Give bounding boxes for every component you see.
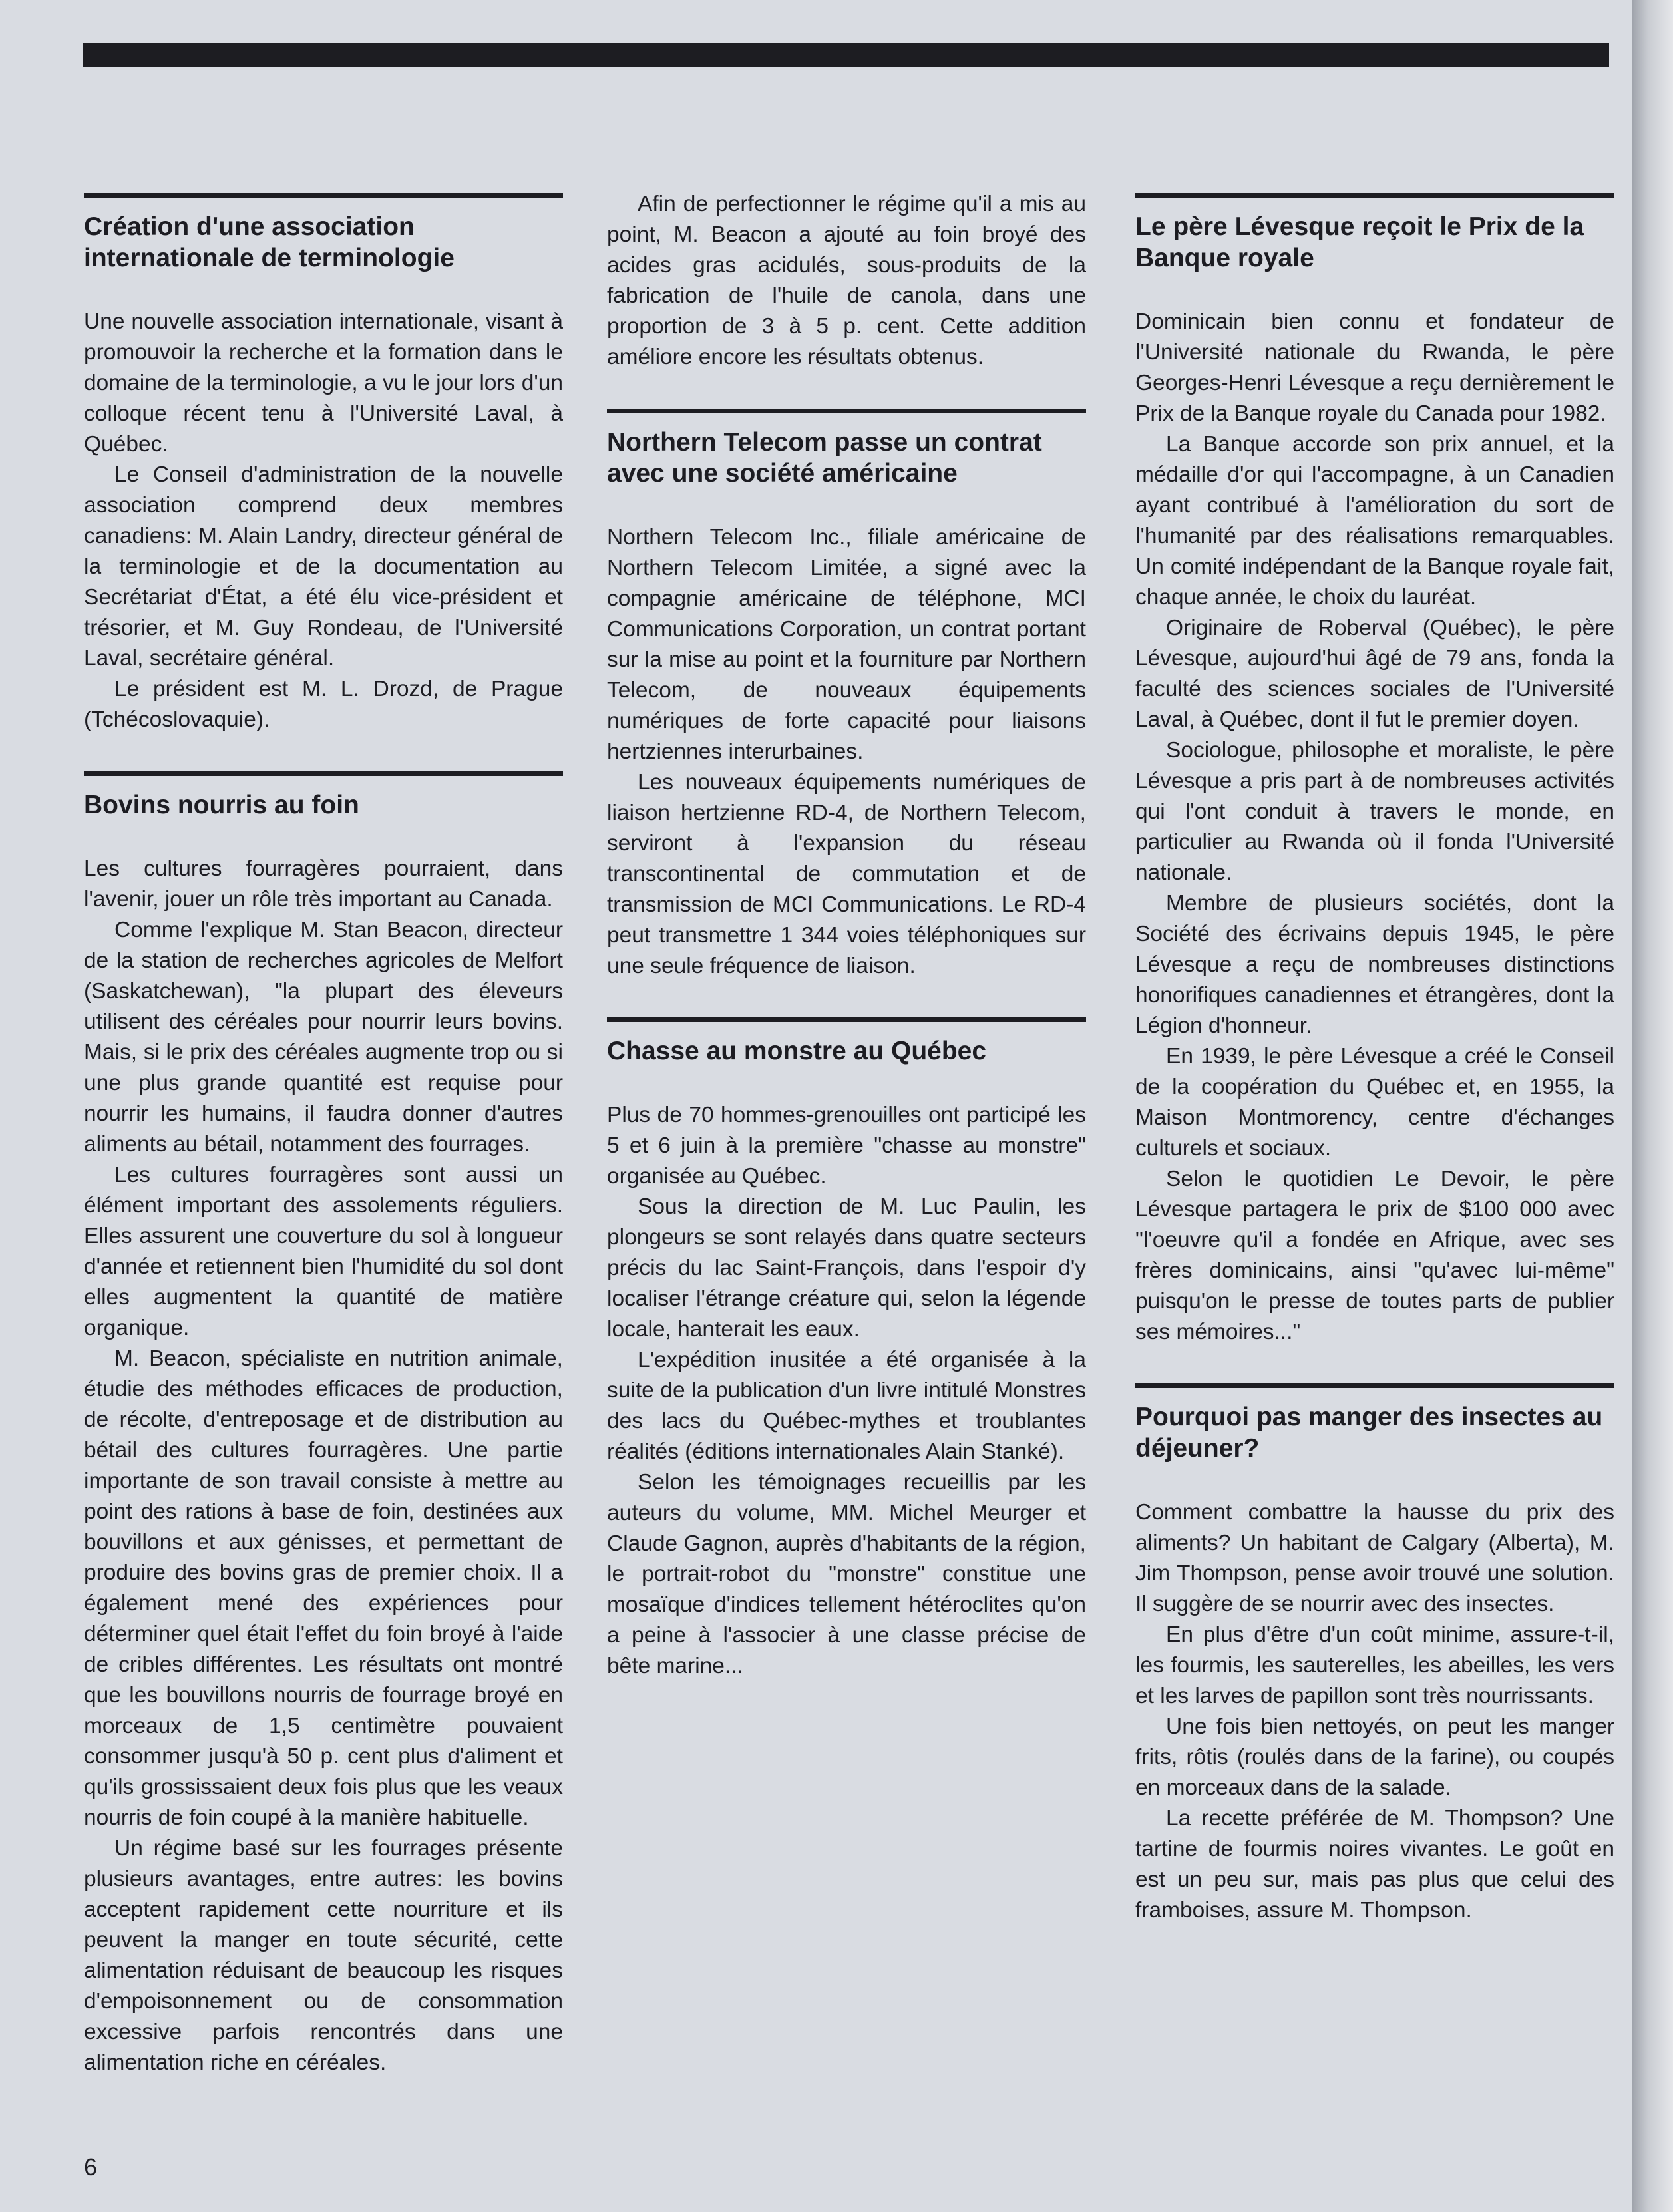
article-pere-levesque — [1135, 193, 1614, 1348]
article-rule — [607, 1017, 1086, 1022]
article-headline: Northern Telecom passe un contrat avec une société américaine — [607, 428, 1042, 488]
article-headline: Création d'une association internationale de terminologie — [84, 212, 455, 272]
article-headline: Chasse au monstre au Québec — [607, 1037, 987, 1065]
paragraph: Selon les témoignages recueillis par les auteurs du volume, MM. Michel Meurger et Claude Gagnon, auprès d'habitants de la région, le portrait-robot du "monstre" constitue une mosaïque d'indices tellement hétéroclites qu'on a peine à l'associer à une classe précise de bête marine... — [607, 1470, 1086, 1678]
paragraph: Sociologue, philosophe et moraliste, le père Lévesque a pris part à de nombreuses activités qui l'ont conduit à travers le monde, en particulier au Rwanda où il fonda l'Université nationale. — [1135, 738, 1614, 885]
paragraph: Un régime basé sur les fourrages présente plusieurs avantages, entre autres: les bovins acceptent rapidement cette nourriture et ils peuvent la manger en toute sécurité, cette alimentation réduisant de beaucoup les risques d'empoisonnement ou de consommation excessive parfois rencontrés dans une alimentation riche en céréales. — [84, 1836, 563, 2075]
paragraph: Une fois bien nettoyés, on peut les manger frits, rôtis (roulés dans de la farine), ou coupés en morceaux dans de la salade. — [1135, 1714, 1614, 1800]
paragraph: Originaire de Roberval (Québec), le père Lévesque, aujourd'hui âgé de 79 ans, fonda la faculté des sciences sociales de l'Université Laval, à Québec, dont il fut le premier doyen. — [1135, 616, 1614, 732]
column-2 — [607, 189, 1086, 1718]
article-body — [84, 307, 563, 735]
article-bovins — [84, 771, 563, 2078]
paragraph: Les cultures fourragères pourraient, dans l'avenir, jouer un rôle très important au Canada. — [84, 856, 563, 912]
article-rule — [84, 193, 563, 198]
article-rule — [607, 409, 1086, 413]
article-bovins-continued — [607, 189, 1086, 373]
paragraph: M. Beacon, spécialiste en nutrition animale, étudie des méthodes efficaces de production, de récolte, d'entreposage et de distribution au bétail des cultures fourragères. Une partie importante de son travail consiste à mettre au point des rations à base de foin, destinées aux bouvillons et aux génisses, et permettant de produire des bovins gras de premier choix. Il a également mené des expériences pour déterminer quel était l'effet du foin broyé à l'aide de cribles différentes. Les résultats ont montré que les bouvillons nourris de fourrage broyé en morceaux de 1,5 centimètre pouvaient consommer jusqu'à 50 p. cent plus d'aliment et qu'ils grossissaient deux fois plus que les veaux nourris de foin coupé à la manière habituelle. — [84, 1346, 563, 1830]
article-body — [607, 189, 1086, 373]
column-3 — [1135, 193, 1614, 1962]
paragraph: En plus d'être d'un coût minime, assure-t-il, les fourmis, les sauterelles, les abeilles, les vers et les larves de papillon sont très nourrissants. — [1135, 1622, 1614, 1708]
paragraph: En 1939, le père Lévesque a créé le Conseil de la coopération du Québec et, en 1955, la Maison Montmorency, centre d'échanges culturels et sociaux. — [1135, 1044, 1614, 1161]
article-body — [1135, 307, 1614, 1348]
article-rule — [84, 771, 563, 776]
paragraph: La Banque accorde son prix annuel, et la médaille d'or qui l'accompagne, à un Canadien ayant contribué à l'amélioration du sort de l'humanité par des réalisations remarquables. Un comité indépendant de la Banque royale fait, chaque année, le choix du lauréat. — [1135, 432, 1614, 610]
paragraph: Le Conseil d'administration de la nouvelle association comprend deux membres canadiens: M. Alain Landry, directeur général de la terminologie et de la documentation au Secrétariat d'État, a été élu vice-président et trésorier, et M. Guy Rondeau, de l'Université Laval, secrétaire général. — [84, 462, 563, 671]
article-rule — [1135, 1383, 1614, 1388]
paragraph: Dominicain bien connu et fondateur de l'Université nationale du Rwanda, le père Georges-Henri Lévesque a reçu dernièrement le Prix de la Banque royale du Canada pour 1982. — [1135, 309, 1614, 426]
article-body — [1135, 1497, 1614, 1926]
paragraph: Les nouveaux équipements numériques de liaison hertzienne RD-4, de Northern Telecom, serviront à l'expansion du réseau transcontinental de commutation et de transmission de MCI Communications. Le RD-4 peut transmettre 1 344 voies téléphoniques sur une seule fréquence de liaison. — [607, 770, 1086, 978]
paragraph: Le président est M. L. Drozd, de Prague (Tchécoslovaquie). — [84, 677, 563, 732]
paragraph: Comme l'explique M. Stan Beacon, directeur de la station de recherches agricoles de Melfort (Saskatchewan), "la plupart des éleveurs utilisent des céréales pour nourrir leurs bovins. Mais, si le prix des céréales augmente trop ou si une plus grande quantité est requise pour nourrir les humains, il faudra donner d'autres aliments au bétail, notamment des fourrages. — [84, 918, 563, 1157]
article-body — [607, 1100, 1086, 1682]
header-rule — [83, 43, 1609, 67]
article-rule — [1135, 193, 1614, 198]
page-edge-shadow — [1632, 0, 1673, 2212]
paragraph: Sous la direction de M. Luc Paulin, les plongeurs se sont relayés dans quatre secteurs précis du lac Saint-François, dans l'espoir d'y localiser l'étrange créature qui, selon la légende locale, hanterait les eaux. — [607, 1195, 1086, 1342]
article-headline: Bovins nourris au foin — [84, 791, 359, 819]
page-number: 6 — [84, 2153, 98, 2181]
paragraph: L'expédition inusitée a été organisée à la suite de la publication d'un livre intitulé Monstres des lacs du Québec-mythes et troublantes réalités (éditions internationales Alain Stanké). — [607, 1348, 1086, 1464]
article-insectes — [1135, 1383, 1614, 1926]
paragraph: Comment combattre la hausse du prix des aliments? Un habitant de Calgary (Alberta), M. Jim Thompson, pense avoir trouvé une solution. Il suggère de se nourrir avec des insectes. — [1135, 1500, 1614, 1616]
article-terminology — [84, 193, 563, 735]
article-headline: Pourquoi pas manger des insectes au déjeuner? — [1135, 1403, 1603, 1463]
paragraph: Les cultures fourragères sont aussi un élément important des assolements réguliers. Elles assurent une couverture du sol à longueur d'année et retiennent bien l'humidité du sol dont elles augmentent la quantité de matière organique. — [84, 1163, 563, 1340]
paragraph: Une nouvelle association internationale, visant à promouvoir la recherche et la formation dans le domaine de la terminologie, a vu le jour lors d'un colloque récent tenu à l'Université Laval, à Québec. — [84, 309, 563, 457]
paragraph: Membre de plusieurs sociétés, dont la Société des écrivains depuis 1945, le père Lévesque a reçu de nombreuses distinctions honorifiques canadiennes et étrangères, dont la Légion d'honneur. — [1135, 891, 1614, 1038]
article-northern-telecom — [607, 409, 1086, 982]
paragraph: Northern Telecom Inc., filiale américaine de Northern Telecom Limitée, a signé avec la compagnie américaine de téléphone, MCI Communications Corporation, un contrat portant sur la mise au point et la fourniture par Northern Telecom, de nouveaux équipements numériques de forte capacité pour liaisons hertziennes interurbaines. — [607, 525, 1086, 764]
paragraph: Plus de 70 hommes-grenouilles ont participé les 5 et 6 juin à la première "chasse au monstre" organisée au Québec. — [607, 1103, 1086, 1189]
article-chasse-monstre — [607, 1017, 1086, 1682]
paragraph: Afin de perfectionner le régime qu'il a mis au point, M. Beacon a ajouté au foin broyé des acides gras acidulés, sous-produits de la fabrication de l'huile de canola, dans une proportion de 3 à 5 p. cent. Cette addition améliore encore les résultats obtenus. — [607, 192, 1086, 369]
article-body — [84, 854, 563, 2078]
article-body — [607, 522, 1086, 982]
article-headline: Le père Lévesque reçoit le Prix de la Banque royale — [1135, 212, 1584, 272]
column-1 — [84, 193, 563, 2114]
paragraph: La recette préférée de M. Thompson? Une tartine de fourmis noires vivantes. Le goût en est un peu sur, mais pas plus que celui des framboises, assure M. Thompson. — [1135, 1806, 1614, 1923]
paragraph: Selon le quotidien Le Devoir, le père Lévesque partagera le prix de $100 000 avec "l'oeuvre qu'il a fondée en Afrique, avec ses frères dominicains, ainsi "qu'avec lui-même" puisqu'on le presse de toutes parts de publier ses mémoires..." — [1135, 1167, 1614, 1344]
